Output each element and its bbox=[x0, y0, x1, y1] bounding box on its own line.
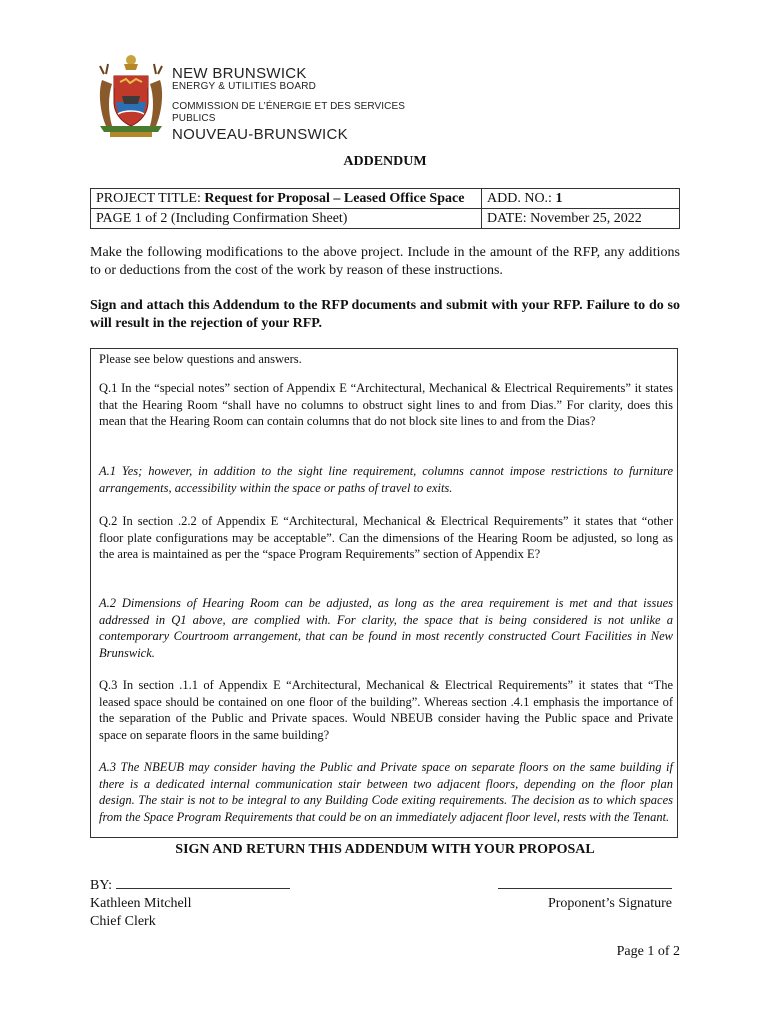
qa-lead: Please see below questions and answers. bbox=[99, 352, 302, 366]
proponent-signature-label: Proponent’s Signature bbox=[547, 896, 672, 911]
project-title: Request for Proposal – Leased Office Space bbox=[204, 191, 465, 206]
org-name-line1: NEW BRUNSWICK bbox=[172, 65, 307, 82]
sign-return-heading: SIGN AND RETURN THIS ADDENDUM WITH YOUR PROPOSAL bbox=[175, 842, 595, 857]
by-label: BY: bbox=[90, 878, 113, 893]
answer-2: A.2 Dimensions of Hearing Room can be adjusted, as long as the area requirement is met and that issues addressed in Q1 above, are complied with. For clarity, the space that is being considered is not unlike a contemporary Courtroom arrangement, that can be found in most recently constructed Court Facilities in New Brunswick. bbox=[99, 596, 673, 660]
org-name-line3: COMMISSION DE L’ÉNERGIE ET DES SERVICES PUBLICS bbox=[172, 101, 406, 124]
add-no-cell bbox=[482, 189, 680, 209]
letterhead bbox=[96, 52, 426, 143]
signature-block-left bbox=[90, 876, 290, 931]
page-info-cell: PAGE 1 of 2 (Including Confirmation Sheet) bbox=[91, 209, 482, 229]
date-cell: DATE: November 25, 2022 bbox=[482, 209, 680, 229]
question-1: Q.1 In the “special notes” section of Appendix E “Architectural, Mechanical & Electrical Requirements” it states that the Hearing Room “shall have no columns to obstruct sight lines to and from Dias.” For clarity, does this mean that the Hearing Room can contain columns that do not block site lines to and from the Dias? bbox=[99, 381, 673, 428]
question-2: Q.2 In section .2.2 of Appendix E “Architectural, Mechanical & Electrical Requirements” it states that “other floor plate configurations may be acceptable”. Can the dimensions of the Hearing Room be adjusted, so long as the area is maintained as per the “space Program Requirements” section of Appendix E? bbox=[99, 514, 673, 561]
project-title-cell bbox=[91, 189, 482, 209]
signer-name: Kathleen Mitchell bbox=[90, 896, 192, 911]
proponent-signature-line bbox=[498, 876, 672, 889]
document-title: ADDENDUM bbox=[343, 154, 427, 169]
header-table bbox=[90, 188, 680, 229]
page-number: Page 1 of 2 bbox=[616, 944, 680, 959]
add-no-label: ADD. NO.: bbox=[487, 191, 556, 206]
question-3: Q.3 In section .1.1 of Appendix E “Architectural, Mechanical & Electrical Requirements” it states that “The leased space should be contained on one floor of the building”. Whereas section .4.1 emphasis the importance of the separation of the Public and Private spaces. Would NBEUB consider having the Public space and Private space on separate floors in the same building? bbox=[99, 678, 673, 742]
add-no-value: 1 bbox=[555, 191, 563, 206]
org-name-line2: ENERGY & UTILITIES BOARD bbox=[172, 81, 317, 92]
by-signature-line bbox=[116, 876, 290, 889]
intro-paragraph: Make the following modifications to the above project. Include in the amount of the RFP, any additions to or deductions from the cost of the work by reason of these instructions. bbox=[90, 245, 680, 278]
project-title-label: PROJECT TITLE: bbox=[96, 191, 205, 206]
qa-box bbox=[90, 348, 678, 838]
answer-1: A.1 Yes; however, in addition to the sight line requirement, columns cannot impose restrictions to furniture arrangements, accessibility within the space or paths of travel to exits. bbox=[99, 464, 673, 495]
org-name-line4: NOUVEAU-BRUNSWICK bbox=[172, 126, 348, 143]
signature-block-right bbox=[496, 876, 672, 913]
answer-3: A.3 The NBEUB may consider having the Public and Private space on separate floors on the same building if there is a dedicated internal communication stair between two adjacent floors, depending on the floor plan design. The stair is not to be integral to any Building Code exiting requirements. The decision as to which spaces from the Space Program Requirements that could be on an immediately adjacent floor level, rests with the Tenant. bbox=[99, 760, 673, 824]
coat-of-arms-logo bbox=[96, 52, 166, 138]
warning-paragraph: Sign and attach this Addendum to the RFP documents and submit with your RFP. Failure to do so will result in the rejection of your RFP. bbox=[90, 298, 680, 331]
signer-role: Chief Clerk bbox=[90, 914, 156, 929]
